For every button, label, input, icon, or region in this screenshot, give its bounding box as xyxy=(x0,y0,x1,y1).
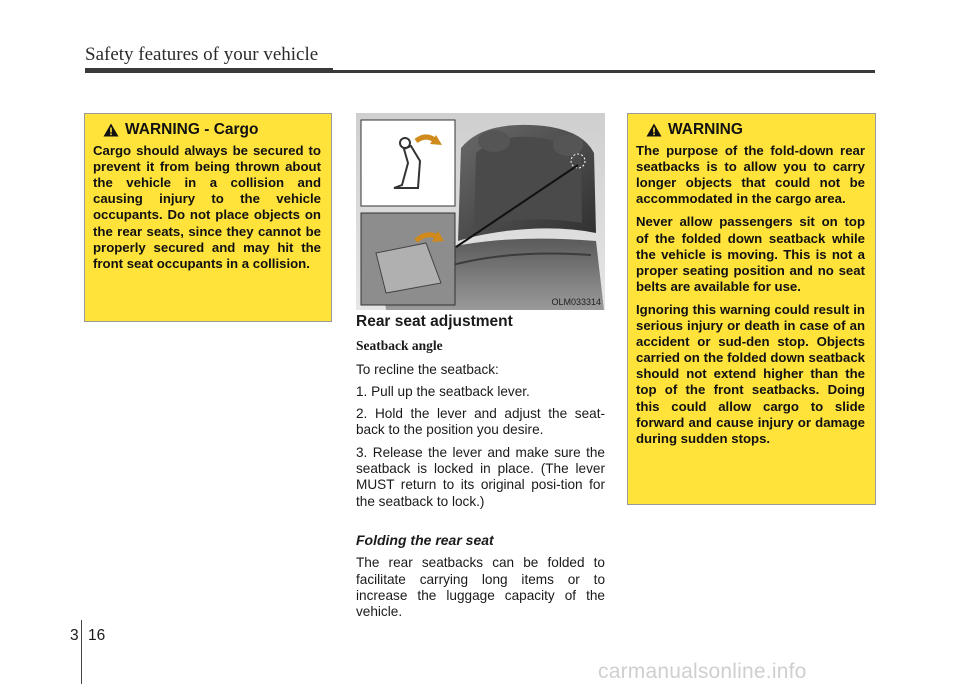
watermark: carmanualsonline.info xyxy=(598,660,807,683)
step-1: 1. Pull up the seatback lever. xyxy=(356,383,530,399)
section-title: Rear seat adjustment xyxy=(356,313,513,330)
warning-fold-down-box xyxy=(627,113,876,505)
warning-triangle-icon xyxy=(646,123,662,137)
warning-triangle-icon xyxy=(103,123,119,137)
subsection-text: The rear seatbacks can be folded to facilitate carrying long items or to increase the luggage capacity of the vehicle. xyxy=(356,555,605,620)
warning-fold-text-3: Ignoring this warning could result in serious injury or death in case of an accident or sud-den stop. Objects carried on the folded down seatback should not extend higher than the top of the front seatbacks. Doing this could allow cargo to slide forward and cause injury or damage during sudden stops. xyxy=(636,301,865,446)
section-intro: To recline the seatback: xyxy=(356,361,499,377)
page-number: 16 xyxy=(88,627,106,644)
warning-cargo-text: Cargo should always be secured to prevent it from being thrown about the vehicle in a collision and causing injury to the vehicle occupants. Do not place objects on the rear seats, since they cannot be properly secured and may hit the front seat occupants in a collision. xyxy=(93,143,321,271)
rear-seat-drawing xyxy=(356,113,605,310)
warning-label: WARNING xyxy=(125,121,200,138)
rear-seat-section xyxy=(356,314,605,626)
warning-cargo-heading xyxy=(93,122,321,138)
section-subtitle: Seatback angle xyxy=(356,338,443,354)
page-number-divider xyxy=(81,620,82,684)
warning-sublabel: - Cargo xyxy=(204,121,259,138)
step-2: 2. Hold the lever and adjust the seat-back to the position you desire. xyxy=(356,406,605,438)
warning-fold-text-2: Never allow passengers sit on top of the folded down seatback while the vehicle is moving. This is not a proper seating position and no seat belts are available for use. xyxy=(636,214,865,294)
warning-fold-heading xyxy=(636,122,865,138)
rear-seat-illustration xyxy=(356,113,605,310)
warning-cargo-box xyxy=(84,113,332,322)
page-header-title: Safety features of your vehicle xyxy=(85,44,319,65)
warning-label: WARNING xyxy=(668,121,743,138)
warning-fold-text-1: The purpose of the fold-down rear seatbacks is to allow you to carry longer objects that could not be accommodated in the cargo area. xyxy=(636,143,865,207)
subsection-title: Folding the rear seat xyxy=(356,531,494,548)
header-rule-accent xyxy=(85,68,333,73)
chapter-number: 3 xyxy=(70,627,79,644)
figure-code: OLM033314 xyxy=(551,297,601,307)
step-3: 3. Release the lever and make sure the seatback is locked in place. (The lever MUST return to its original posi-tion for the seatback to lock.) xyxy=(356,444,605,509)
